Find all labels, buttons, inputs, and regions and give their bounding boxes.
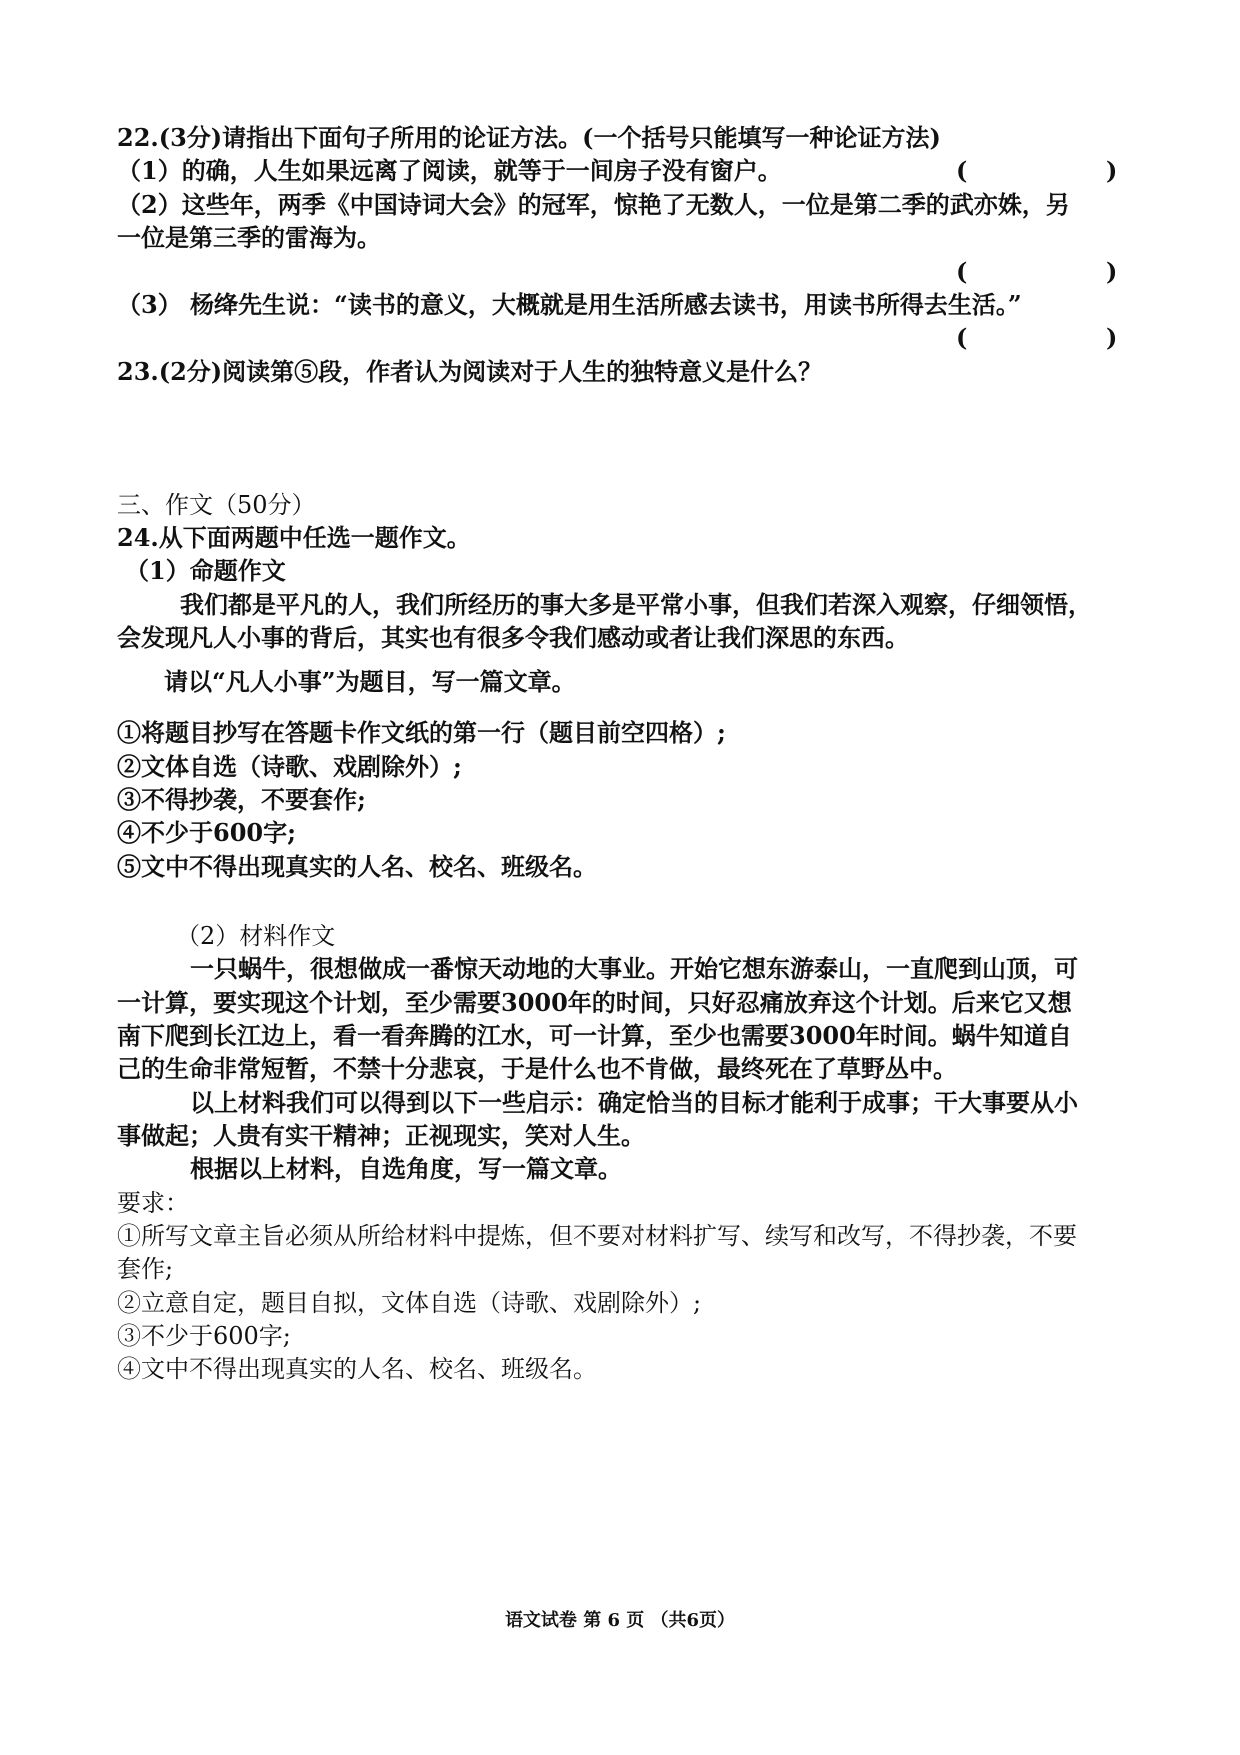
option-2-material-line-4: 己的生命非常短暂，不禁十分悲哀，于是什么也不肯做，最终死在了草野丛中。 — [117, 1054, 957, 1083]
option-2-material-line-2: 一计算，要实现这个计划，至少需要3000年的时间，只好忍痛放弃这个计划。后来它又想 — [117, 988, 1072, 1017]
option-2-insight-line-1: 以上材料我们可以得到以下一些启示：确定恰当的目标才能利于成事；干大事要从小 — [190, 1088, 1078, 1117]
option-2-insight-line-2: 事做起；人贵有实干精神；正视现实，笑对人生。 — [117, 1121, 645, 1150]
q22-item-1-paren-close: ) — [1106, 156, 1118, 185]
q22-item-2-paren-close: ) — [1106, 257, 1118, 286]
page-footer: 语文试卷 第 6 页 （共6页） — [504, 1610, 736, 1631]
option-1-label: （1）命题作文 — [125, 556, 286, 585]
option-2-material-line-1: 一只蜗牛，很想做成一番惊天动地的大事业。开始它想东游泰山，一直爬到山顶，可 — [190, 954, 1078, 983]
option-1-req-4: ④不少于600字; — [117, 818, 296, 847]
option-1-para-line-2: 会发现凡人小事的背后，其实也有很多令我们感动或者让我们深思的东西。 — [117, 623, 909, 652]
option-1-req-2: ②文体自选（诗歌、戏剧除外）; — [117, 752, 462, 781]
section-3-heading: 三、作文（50分） — [117, 491, 316, 519]
option-1-req-3: ③不得抄袭，不要套作; — [117, 785, 366, 814]
option-1-req-1: ①将题目抄写在答题卡作文纸的第一行（题目前空四格）; — [117, 718, 726, 747]
q22-item-2-paren-open: ( — [956, 257, 968, 286]
option-2-req-1-line-1: ①所写文章主旨必须从所给材料中提炼，但不要对材料扩写、续写和改写，不得抄袭，不要 — [117, 1222, 1077, 1250]
q22-item-3-paren-close: ) — [1106, 323, 1118, 352]
q24-stem: 24.从下面两题中任选一题作文。 — [117, 523, 471, 552]
q22-item-2-line-1: （2）这些年，两季《中国诗词大会》的冠军，惊艳了无数人，一位是第二季的武亦姝，另 — [117, 190, 1070, 219]
option-2-prompt: 根据以上材料，自选角度，写一篇文章。 — [190, 1154, 622, 1183]
option-2-label: （2）材料作文 — [176, 922, 336, 950]
q22-item-3-paren-open: ( — [956, 323, 968, 352]
q22-stem: 22.(3分)请指出下面句子所用的论证方法。(一个括号只能填写一种论证方法) — [117, 123, 941, 152]
option-2-req-4: ④文中不得出现真实的人名、校名、班级名。 — [117, 1355, 597, 1383]
q22-item-1-paren-open: ( — [956, 156, 968, 185]
option-2-req-2: ②立意自定，题目自拟，文体自选（诗歌、戏剧除外）; — [117, 1289, 702, 1317]
option-2-req-3: ③不少于600字; — [117, 1322, 291, 1350]
option-1-para-line-1: 我们都是平凡的人，我们所经历的事大多是平常小事，但我们若深入观察，仔细领悟， — [180, 590, 1092, 619]
q22-item-3: （3） 杨绛先生说：“读书的意义，大概就是用生活所感去读书，用读书所得去生活。” — [117, 290, 1022, 319]
option-2-req-1-line-2: 套作; — [117, 1255, 174, 1283]
option-2-material-line-3: 南下爬到长江边上，看一看奔腾的江水，可一计算，至少也需要3000年时间。蜗牛知道自 — [117, 1021, 1072, 1050]
q22-item-2-line-2: 一位是第三季的雷海为。 — [117, 223, 381, 252]
q23-stem: 23.(2分)阅读第⑤段，作者认为阅读对于人生的独特意义是什么？ — [117, 357, 823, 386]
q22-item-1: （1）的确，人生如果远离了阅读，就等于一间房子没有窗户。 — [117, 156, 782, 185]
option-1-req-5: ⑤文中不得出现真实的人名、校名、班级名。 — [117, 852, 597, 881]
option-2-req-heading: 要求： — [117, 1189, 189, 1217]
option-1-prompt: 请以“凡人小事”为题目，写一篇文章。 — [164, 667, 576, 696]
